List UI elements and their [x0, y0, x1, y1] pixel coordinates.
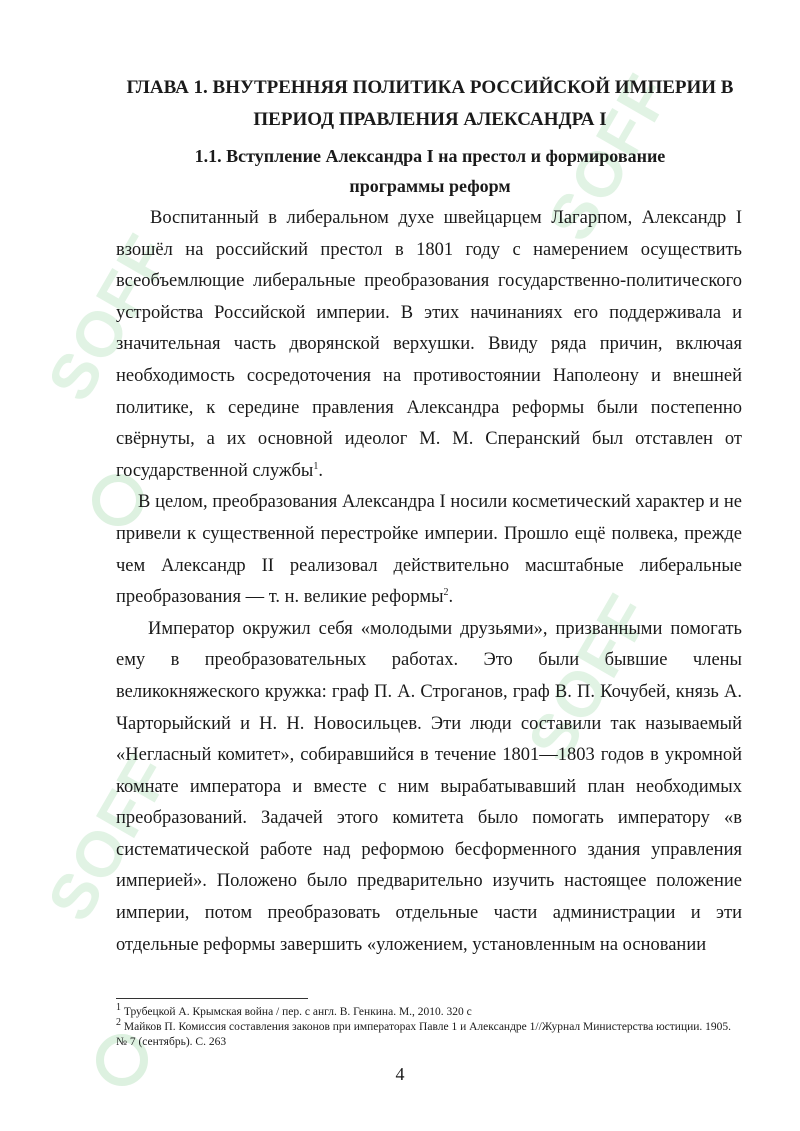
watermark: SOFF — [533, 61, 686, 253]
watermark: SOFF — [33, 741, 186, 933]
watermark: SOFF — [513, 581, 666, 773]
footnote-ref[interactable]: 2 — [443, 586, 449, 598]
page-number: 4 — [395, 1064, 405, 1084]
body-text — [116, 203, 742, 961]
footnote: $^2$ Майков П. Комиссия составления законов при императорах Павле 1 и Александре 1//Журнал Министерства юстиции. 1905. № 7 (сентябрь). С. 263 — [116, 1017, 732, 1048]
footnote-ref[interactable]: 1 — [313, 460, 319, 472]
paragraph: В целом, преобразования Александра I носили косметический характер и не привели к существенной перестройке империи. Прошло ещё полвека, прежде чем Александр II реализовал действительно масштабные либеральные преобразования — т. н. великие реформы$^2$. — [116, 492, 742, 608]
section-title: 1.1. Вступление Александра I на престол и формирование программы реформ — [194, 146, 666, 196]
footnote: $^1$ Трубецкой А. Крымская война / пер. с англ. В. Генкина. М., 2010. 320 с — [116, 1002, 472, 1018]
paragraph: Воспитанный в либеральном духе швейцарцем Лагарпом, Александр I взошёл на российский престол в 1801 году с намерением осуществить всеобъемлющие либеральные преобразования государственно-политического устройства Российской империи. В этих начинаниях его поддерживала и значительная часть дворянской верхушки. Ввиду ряда причин, включая необходимость сосредоточения на противостоянии Наполеону и внешней политике, к середине правления Александра реформы были постепенно свёрнуты, а их основной идеолог М. М. Сперанский был отставлен от государственной службы$^1$. — [116, 208, 742, 481]
footnote-divider — [116, 998, 308, 999]
chapter-title: ГЛАВА 1. ВНУТРЕННЯЯ ПОЛИТИКА РОССИЙСКОЙ ИМПЕРИИ В ПЕРИОД ПРАВЛЕНИЯ АЛЕКСАНДРА I — [126, 77, 734, 130]
footnotes — [116, 1002, 742, 1050]
watermark: SOFF — [33, 221, 186, 413]
paragraph: Император окружил себя «молодыми друзьями», призванными помогать ему в преобразовательных работах. Это были бывшие члены великокняжеского кружка: граф П. А. Строганов, граф В. П. Кочубей, князь А. Чарторыйский и Н. Н. Новосильцев. Эти люди составили так называемый «Негласный комитет», собиравшийся в течение 1801—1803 годов в укромной комнате императора и вместе с ним вырабатывавший план необходимых преобразований. Задачей этого комитета было помогать императору «в систематической работе над реформою бесформенного здания управления империей». Положено было предварительно изучить настоящее положение империи, потом преобразовать отдельные части администрации и эти отдельные реформы завершить «уложением, установленным на основании — [116, 618, 742, 955]
